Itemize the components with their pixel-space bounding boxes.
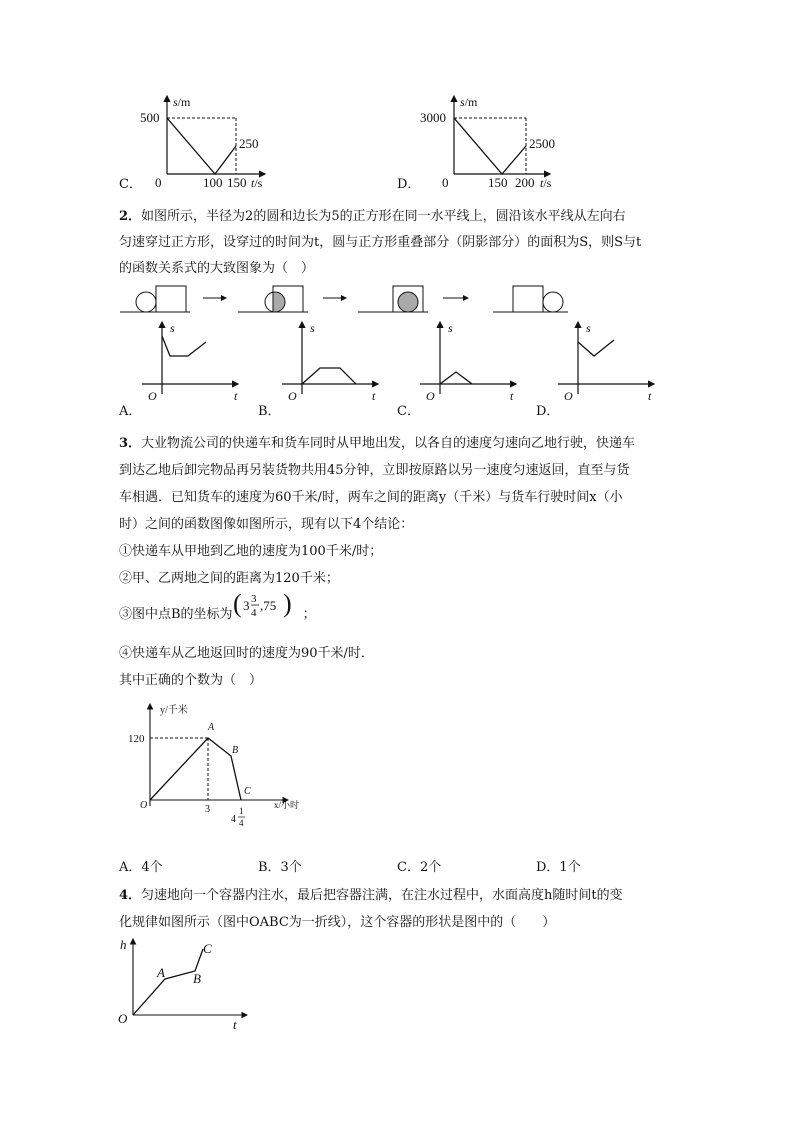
x-tick2: 150 — [227, 175, 247, 190]
square — [513, 286, 543, 312]
x-tick2: 200 — [515, 175, 535, 190]
svg-text:O: O — [564, 389, 573, 403]
svg-text:4: 4 — [231, 814, 236, 825]
graph-line — [167, 118, 236, 174]
graph-line — [578, 340, 614, 356]
svg-text:B: B — [193, 971, 201, 986]
svg-text:h: h — [120, 937, 127, 952]
q3-line2: 到达乙地后卸完物品再另装货物共用45分钟，立即按原路以另一速度匀速返回，直至与货 — [119, 463, 630, 478]
svg-text:t: t — [372, 389, 376, 403]
y-tick: 500 — [140, 110, 160, 125]
svg-text:t: t — [234, 389, 238, 403]
svg-text:O: O — [426, 389, 435, 403]
svg-text:(: ( — [232, 588, 242, 618]
q2-line1: 2．如图所示，半径为2的圆和边长为5的正方形在同一水平线上，圆沿该水平线从左向右 — [119, 209, 626, 224]
q3-point-b-formula — [233, 589, 303, 625]
q3-line3: 车相遇．已知货车的速度为60千米/时，两车之间的距离y（千米）与货车行驶时间x（小 — [119, 490, 623, 505]
svg-text:3: 3 — [205, 804, 210, 815]
y-tick2: 2500 — [529, 136, 555, 151]
q4-line2: 化规律如图所示（图中OABC为一折线），这个容器的形状是图中的（ ） — [119, 915, 556, 930]
q3-conclusion-3: ③图中点B的坐标为 ( 3 3 4 ,75 ) ； — [119, 603, 316, 625]
q2-option-c-graph — [418, 318, 528, 403]
origin: 0 — [155, 175, 162, 190]
q3-conclusion-4: ④快递车从乙地返回时的速度为90千米/时． — [119, 646, 374, 661]
circle — [543, 292, 563, 312]
q1-option-d-label: D． — [397, 177, 421, 192]
svg-text:t: t — [233, 1017, 237, 1032]
x-tick1: 150 — [488, 175, 508, 190]
svg-text:t: t — [648, 389, 652, 403]
svg-text:120: 120 — [128, 733, 145, 745]
svg-text:s: s — [310, 321, 315, 335]
formula-svg — [233, 589, 303, 621]
q2-option-d-label: D． — [536, 404, 560, 419]
q3-line4: 时）之间的函数图像如图所示，现有以下4个结论： — [119, 517, 414, 532]
q3-answer-a: A．4个 — [119, 860, 163, 875]
svg-text:): ) — [282, 588, 292, 618]
svg-text:A: A — [208, 722, 215, 733]
q3-answer-c: C．2个 — [397, 860, 442, 875]
svg-text:,75: ,75 — [259, 597, 276, 613]
svg-text:3: 3 — [250, 592, 257, 605]
q2-line3: 的函数关系式的大致图象为（ ） — [119, 261, 315, 276]
graph-line — [162, 336, 206, 356]
svg-text:4: 4 — [239, 818, 244, 828]
y-axis-label: y/千米 — [160, 705, 188, 716]
q2-option-a-label: A． — [119, 404, 142, 419]
q1-option-c-graph — [135, 92, 285, 192]
q2-line2: 匀速穿过正方形，设穿过的时间为t，圆与正方形重叠部分（阴影部分）的面积为S，则S与t — [119, 235, 642, 250]
q2-option-d-graph — [556, 318, 666, 403]
svg-text:3: 3 — [242, 597, 250, 613]
svg-text:C: C — [244, 786, 251, 797]
graph-line — [454, 118, 526, 174]
q3-line1: 3．大业物流公司的快递车和货车同时从甲地出发，以各自的速度匀速向乙地行驶，快递车 — [119, 436, 636, 451]
svg-text:s: s — [170, 321, 175, 335]
svg-text:A: A — [157, 965, 165, 980]
x-axis-label: x/小时 — [274, 800, 300, 810]
q3-conclusion-1: ①快递车从甲地到乙地的速度为100千米/时； — [119, 544, 383, 559]
svg-text:4: 4 — [250, 606, 257, 619]
y-axis-label: s/m — [460, 95, 478, 109]
q3-graph — [128, 700, 318, 835]
x-axis-label: t/s — [540, 176, 552, 190]
circle — [398, 292, 418, 312]
svg-text:O: O — [140, 800, 148, 811]
svg-text:C: C — [203, 941, 212, 956]
y-tick2: 250 — [239, 136, 259, 151]
q3-ask: 其中正确的个数为（ ） — [119, 673, 263, 688]
graph-line — [302, 368, 356, 384]
svg-text:t: t — [510, 389, 514, 403]
y-tick: 3000 — [420, 110, 446, 125]
y-axis-label: s/m — [173, 95, 191, 109]
origin: 0 — [442, 175, 449, 190]
graph-line — [440, 372, 472, 384]
svg-text:s: s — [586, 321, 591, 335]
x-tick1: 100 — [203, 175, 223, 190]
circle — [136, 292, 156, 312]
q2-option-c-label: C． — [397, 404, 420, 419]
svg-text:B: B — [232, 745, 239, 756]
q1-option-d-graph — [420, 92, 570, 192]
svg-text:O: O — [288, 389, 297, 403]
x-axis-label: t/s — [251, 176, 263, 190]
square — [156, 286, 186, 312]
q2-option-b-label: B． — [258, 404, 281, 419]
svg-text:O: O — [148, 389, 157, 403]
svg-text:1: 1 — [239, 806, 244, 816]
q1-option-c-label: C． — [119, 177, 142, 192]
svg-text:s: s — [448, 321, 453, 335]
q2-circle-square-sequence — [118, 278, 598, 318]
q4-line1: 4．匀速地向一个容器内注水，最后把容器注满，在注水过程中，水面高度h随时间t的变 — [119, 888, 623, 903]
q4-graph — [115, 935, 255, 1035]
q3-conclusion-2: ②甲、乙两地之间的距离为120千米； — [119, 571, 339, 586]
svg-text:O: O — [118, 1011, 128, 1026]
q3-answer-b: B．3个 — [258, 860, 302, 875]
q2-option-a-graph — [140, 318, 250, 403]
q3-answer-d: D．1个 — [536, 860, 581, 875]
q2-option-b-graph — [280, 318, 390, 403]
graph-line — [150, 738, 241, 800]
